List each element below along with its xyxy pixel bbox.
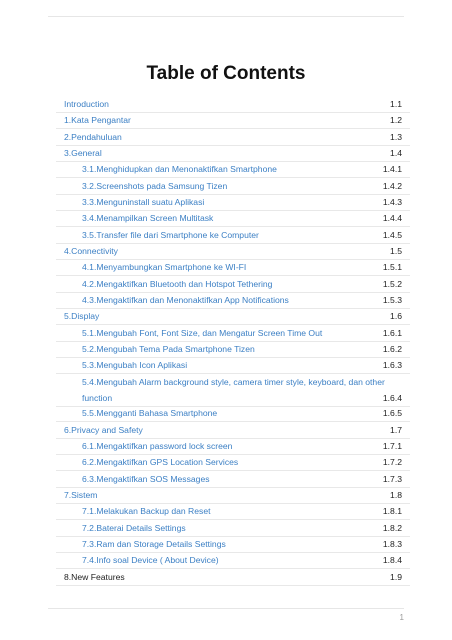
toc-link[interactable]: 4.Connectivity (64, 246, 118, 256)
toc-number: 1.8.3 (382, 539, 402, 549)
toc-number: 1.9 (390, 572, 402, 582)
toc-number: 1.4 (390, 148, 402, 158)
toc-link[interactable]: 6.1.Mengaktifkan password lock screen (82, 441, 233, 451)
toc-link[interactable]: 4.2.Mengaktifkan Bluetooth dan Hotspot Tethering (82, 279, 273, 289)
toc-entry-kata-pengantar[interactable] (56, 112, 410, 129)
toc-number: 1.5.2 (382, 279, 402, 289)
toc-link[interactable]: 5.1.Mengubah Font, Font Size, dan Mengatur Screen Time Out (82, 328, 323, 338)
toc-link[interactable]: 3.3.Menguninstall suatu Aplikasi (82, 197, 205, 207)
toc-link[interactable]: 3.1.Menghidupkan dan Menonaktifkan Smartphone (82, 164, 277, 174)
toc-entry-3-5[interactable] (56, 227, 410, 244)
toc-entry-6-3[interactable] (56, 471, 410, 488)
toc-number: 1.8.2 (382, 523, 402, 533)
toc-entry-7-1[interactable] (56, 503, 410, 520)
toc-link[interactable]: 4.3.Mengaktifkan dan Menonaktifkan App Notifications (82, 295, 289, 305)
toc-number: 1.5 (390, 246, 402, 256)
toc-number: 1.6 (390, 311, 402, 321)
toc-number: 1.4.3 (382, 197, 402, 207)
toc-number: 1.7.2 (382, 457, 402, 467)
toc-number: 1.8.4 (382, 555, 402, 565)
toc-entry-sistem[interactable] (56, 487, 410, 504)
toc-number: 1.7.3 (382, 474, 402, 484)
toc-link[interactable]: 7.1.Melakukan Backup dan Reset (82, 506, 211, 516)
toc-entry-display[interactable] (56, 308, 410, 325)
page-title: Table of Contents (146, 63, 306, 84)
toc-entry-pendahuluan[interactable] (56, 129, 410, 146)
toc-link[interactable]: 6.3.Mengaktifkan SOS Messages (82, 474, 210, 484)
toc-entry-5-1[interactable] (56, 325, 410, 342)
toc-number: 1.3 (390, 132, 402, 142)
toc-link[interactable]: 8.New Features (64, 572, 125, 582)
toc-number: 1.5.3 (382, 295, 402, 305)
toc-entry-3-1[interactable] (56, 161, 410, 178)
toc-number: 1.4.4 (382, 213, 402, 223)
toc-link[interactable]: 7.Sistem (64, 490, 98, 500)
toc-number: 1.2 (390, 115, 402, 125)
toc-number: 1.6.2 (382, 344, 402, 354)
toc-entry-6-2[interactable] (56, 454, 410, 471)
toc-entry-4-2[interactable] (56, 276, 410, 293)
toc-entry-4-3[interactable] (56, 292, 410, 309)
toc-link[interactable]: 5.3.Mengubah Icon Aplikasi (82, 360, 188, 370)
toc-number: 1.4.1 (382, 164, 402, 174)
toc-entry-3-2[interactable] (56, 178, 410, 195)
toc-link[interactable]: 5.2.Mengubah Tema Pada Smartphone Tizen (82, 344, 255, 354)
toc-number: 1.8 (390, 490, 402, 500)
toc-entry-connectivity[interactable] (56, 243, 410, 260)
toc-link[interactable]: 5.5.Mengganti Bahasa Smartphone (82, 408, 218, 418)
toc-number: 1.4.5 (382, 230, 402, 240)
toc-entry-4-1[interactable] (56, 259, 410, 276)
toc-entry-7-4[interactable] (56, 552, 410, 569)
toc-link[interactable]: 5.Display (64, 311, 100, 321)
toc-link[interactable]: 3.General (64, 148, 102, 158)
toc-entry-privacy-and-safety[interactable] (56, 422, 410, 439)
toc-number: 1.6.3 (382, 360, 402, 370)
bottom-divider (48, 608, 404, 609)
toc-link[interactable]: 6.2.Mengaktifkan GPS Location Services (82, 457, 239, 467)
toc-number: 1.7.1 (382, 441, 402, 451)
toc-entry-5-5[interactable] (56, 405, 410, 422)
toc-number: 1.4.2 (382, 181, 402, 191)
toc-entry-3-4[interactable] (56, 210, 410, 227)
toc-entry-7-2[interactable] (56, 520, 410, 537)
toc-entry-5-4[interactable] (56, 374, 410, 407)
toc-link[interactable]: 7.3.Ram dan Storage Details Settings (82, 539, 226, 549)
toc-number: 1.5.1 (382, 262, 402, 272)
toc-link[interactable]: 4.1.Menyambungkan Smartphone ke WI-FI (82, 262, 247, 272)
page-number: 1 (399, 613, 404, 622)
toc-number: 1.6.4 (382, 393, 402, 403)
toc-entry-7-3[interactable] (56, 536, 410, 553)
toc-link[interactable]: 3.2.Screenshots pada Samsung Tizen (82, 181, 228, 191)
toc-link[interactable]: 7.4.Info soal Device ( About Device) (82, 555, 219, 565)
toc-link[interactable]: 3.5.Transfer file dari Smartphone ke Computer (82, 230, 259, 240)
toc-entry-introduction[interactable] (56, 96, 410, 113)
toc-link[interactable]: 6.Privacy and Safety (64, 425, 143, 435)
toc-link[interactable]: 5.4.Mengubah Alarm background style, camera timer style, keyboard, dan other function (82, 377, 385, 403)
toc-entry-general[interactable] (56, 145, 410, 162)
toc-number: 1.6.5 (382, 408, 402, 418)
toc-number: 1.1 (390, 99, 402, 109)
toc-number: 1.7 (390, 425, 402, 435)
toc-entry-new-features[interactable] (56, 569, 410, 586)
toc-link[interactable]: 1.Kata Pengantar (64, 115, 131, 125)
toc-link[interactable]: 7.2.Baterai Details Settings (82, 523, 186, 533)
toc-number: 1.6.1 (382, 328, 402, 338)
toc-link[interactable]: 2.Pendahuluan (64, 132, 122, 142)
toc-number: 1.8.1 (382, 506, 402, 516)
toc-entry-5-3[interactable] (56, 357, 410, 374)
toc-link[interactable]: Introduction (64, 99, 109, 109)
toc-entry-3-3[interactable] (56, 194, 410, 211)
toc-entry-5-2[interactable] (56, 341, 410, 358)
toc-entry-6-1[interactable] (56, 438, 410, 455)
toc-link[interactable]: 3.4.Menampilkan Screen Multitask (82, 213, 214, 223)
